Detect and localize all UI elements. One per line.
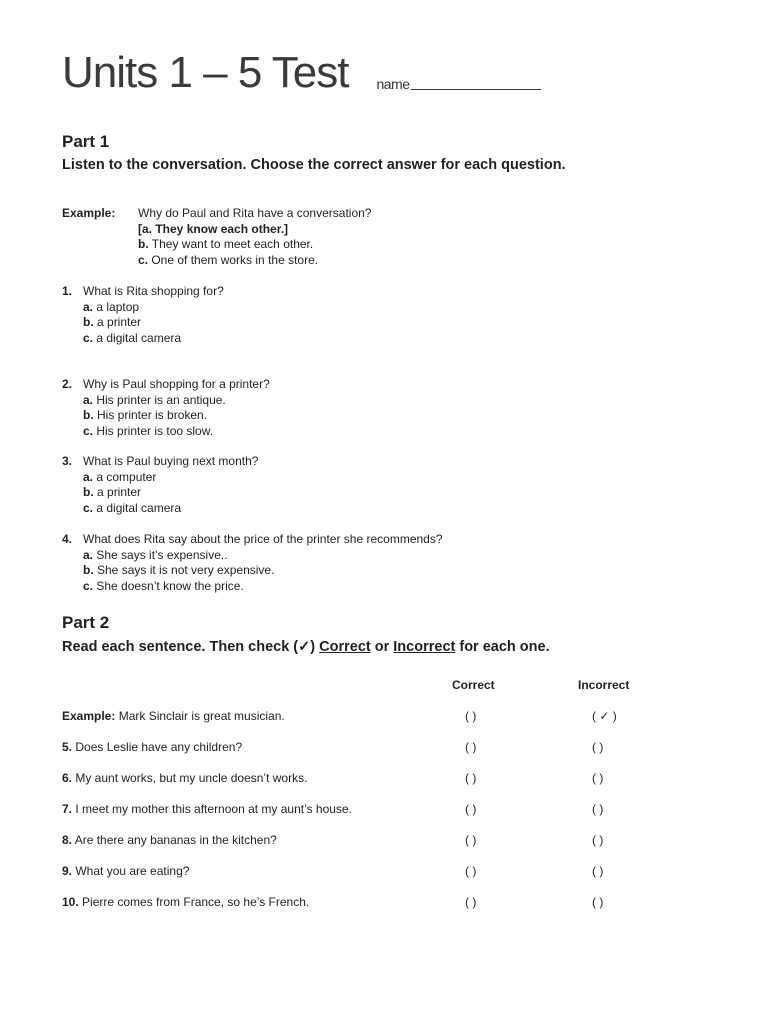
example-label: Example: — [62, 206, 116, 220]
incorrect-checkbox[interactable]: ( ) — [592, 740, 604, 754]
incorrect-checkbox[interactable]: ( ) — [592, 771, 604, 785]
name-label: name — [376, 76, 410, 92]
row-sentence: Are there any bananas in the kitchen? — [72, 833, 277, 847]
question-4 — [83, 532, 443, 594]
option-c[interactable]: c. His printer is too slow. — [83, 423, 214, 438]
question-text: What does Rita say about the price of the printer she recommends? — [83, 532, 443, 546]
row-sentence: My aunt works, but my uncle doesn’t works. — [72, 771, 308, 785]
incorrect-checkbox[interactable]: ( ) — [592, 864, 604, 878]
row-sentence: Does Leslie have any children? — [72, 740, 243, 754]
example-option-a: [a. They know each other.] — [138, 221, 289, 236]
incorrect-checkbox[interactable]: ( ) — [592, 802, 604, 816]
option-c[interactable]: c. a digital camera — [83, 330, 182, 345]
question-text: Why is Paul shopping for a printer? — [83, 377, 270, 391]
table-row — [62, 864, 189, 878]
option-a[interactable]: a. a computer — [83, 469, 157, 484]
table-row — [62, 709, 285, 723]
question-2 — [83, 377, 270, 439]
correct-checkbox[interactable]: ( ) — [465, 833, 477, 847]
page-title: Units 1 – 5 Test — [62, 48, 349, 97]
correct-checkbox[interactable]: ( ) — [465, 709, 477, 723]
option-b[interactable]: b. His printer is broken. — [83, 408, 208, 422]
part1-instruction: Listen to the conversation. Choose the correct answer for each question. — [62, 157, 566, 173]
incorrect-checkbox[interactable]: ( ) — [592, 895, 604, 909]
table-row — [62, 833, 277, 847]
correct-checkbox[interactable]: ( ) — [465, 802, 477, 816]
incorrect-checkbox[interactable]: ( ) — [592, 833, 604, 847]
option-a[interactable]: a. His printer is an antique. — [83, 392, 226, 407]
column-header-correct: Correct — [452, 678, 495, 692]
correct-checkbox[interactable]: ( ) — [465, 740, 477, 754]
example-block — [138, 206, 371, 268]
correct-checkbox[interactable]: ( ) — [465, 895, 477, 909]
row-number: 9. — [62, 864, 73, 878]
option-c[interactable]: c. a digital camera — [83, 500, 182, 515]
part2-heading: Part 2 — [62, 613, 110, 632]
row-number: 8. — [62, 833, 73, 847]
question-1 — [83, 284, 224, 346]
option-c[interactable]: c. She doesn’t know the price. — [83, 578, 244, 593]
row-number: Example: — [62, 709, 116, 723]
table-row — [62, 740, 242, 754]
option-a[interactable]: a. She says it’s expensive.. — [83, 547, 228, 562]
option-b[interactable]: b. a printer — [83, 485, 142, 499]
row-sentence: What you are eating? — [72, 864, 190, 878]
part1-heading: Part 1 — [62, 132, 110, 151]
row-sentence: I meet my mother this afternoon at my aunt’s house. — [72, 802, 352, 816]
example-question: Why do Paul and Rita have a conversation? — [138, 206, 372, 220]
column-header-incorrect: Incorrect — [578, 678, 630, 692]
row-sentence: Pierre comes from France, so he’s French. — [78, 895, 310, 909]
header — [62, 48, 541, 98]
table-row — [62, 802, 352, 816]
question-number: 2. — [62, 377, 73, 391]
correct-checkbox[interactable]: ( ) — [465, 864, 477, 878]
question-3 — [83, 454, 258, 516]
name-input-line[interactable] — [411, 88, 541, 90]
question-number: 3. — [62, 454, 73, 468]
option-a[interactable]: a. a laptop — [83, 299, 140, 314]
question-text: What is Paul buying next month? — [83, 454, 259, 468]
question-number: 4. — [62, 532, 73, 546]
option-b[interactable]: b. a printer — [83, 315, 142, 329]
row-number: 10. — [62, 895, 79, 909]
row-number: 5. — [62, 740, 73, 754]
question-text: What is Rita shopping for? — [83, 284, 224, 298]
correct-checkbox[interactable]: ( ) — [465, 771, 477, 785]
example-option-b: b. They want to meet each other. — [138, 237, 314, 251]
row-number: 6. — [62, 771, 73, 785]
table-row — [62, 895, 309, 909]
row-sentence: Mark Sinclair is great musician. — [115, 709, 285, 723]
option-b[interactable]: b. She says it is not very expensive. — [83, 563, 275, 577]
table-row — [62, 771, 307, 785]
example-option-c: c. One of them works in the store. — [138, 252, 319, 267]
incorrect-checkbox[interactable]: ( ✓ ) — [592, 709, 617, 723]
part2-instruction: Read each sentence. Then check (✓) Correct or Incorrect for each one. — [62, 639, 550, 655]
question-number: 1. — [62, 284, 73, 298]
row-number: 7. — [62, 802, 73, 816]
